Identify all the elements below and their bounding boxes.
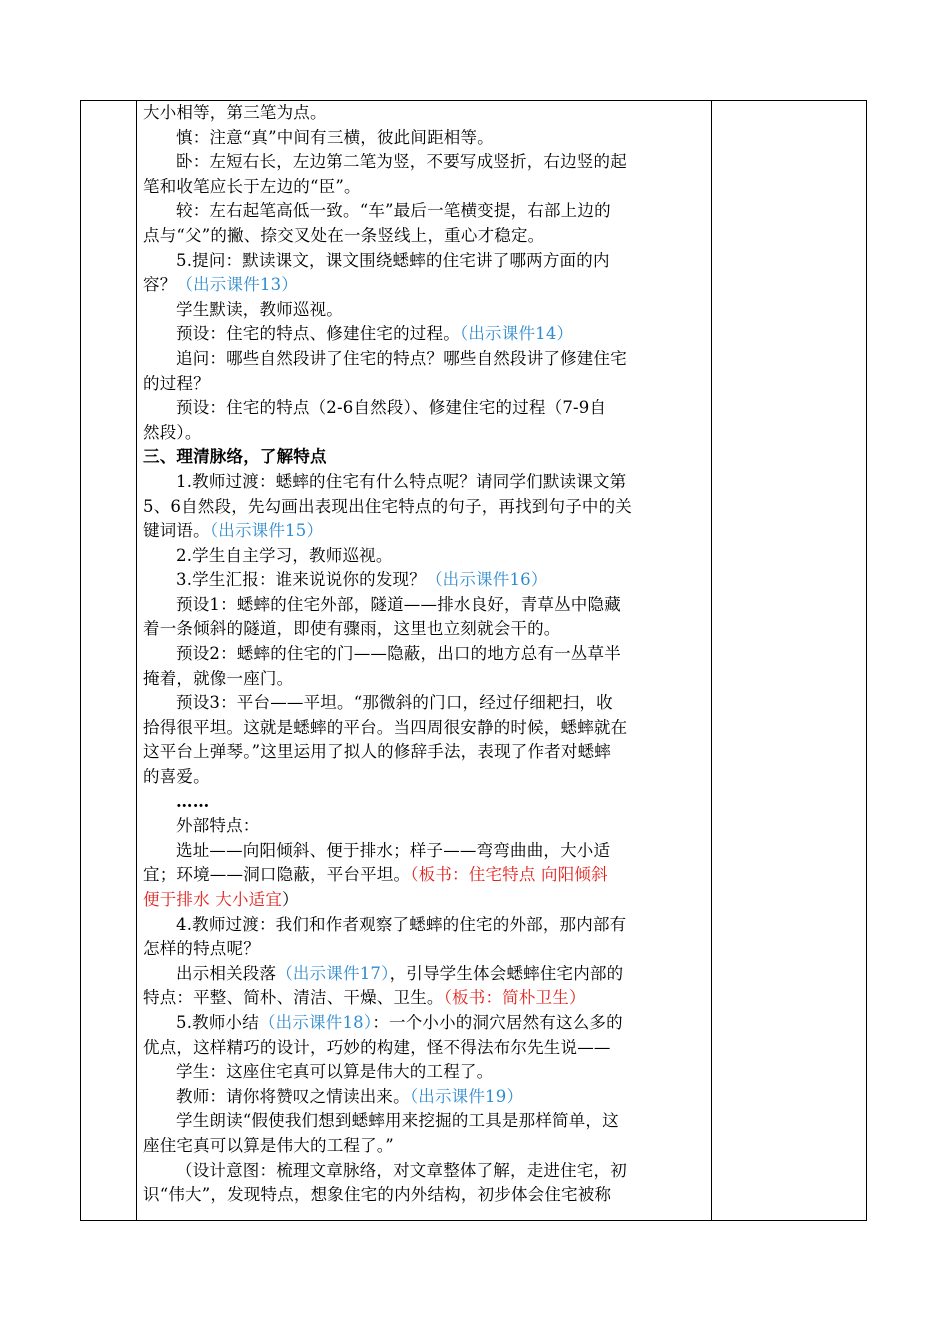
text-segment: 预设1：蟋蟀的住宅外部，隧道——排水良好，青草丛中隐藏 xyxy=(176,594,621,614)
courseware-reference: （出示课件16） xyxy=(425,570,548,590)
text-line xyxy=(143,593,709,618)
text-segment: 3.学生汇报：谁来说说你的发现？ xyxy=(176,570,426,590)
text-segment: 预设：住宅的特点、修建住宅的过程。 xyxy=(176,324,460,344)
text-line xyxy=(143,691,709,716)
text-segment: （设计意图：梳理文章脉络，对文章整体了解，走进住宅，初 xyxy=(176,1160,627,1180)
courseware-reference: （出示课件15） xyxy=(209,521,324,541)
text-line xyxy=(143,101,709,126)
text-line xyxy=(143,1011,709,1036)
text-line xyxy=(143,913,709,938)
text-line xyxy=(143,322,709,347)
text-line xyxy=(143,863,709,888)
text-segment: 优点，这样精巧的设计，巧妙的构建，怪不得法布尔先生说—— xyxy=(143,1037,611,1057)
text-segment: 外部特点： xyxy=(176,816,260,836)
text-segment: 拾得很平坦。这就是蟋蟀的平台。当四周很安静的时候，蟋蟀就在 xyxy=(143,717,628,737)
text-segment: 教师：请你将赞叹之情读出来。 xyxy=(176,1086,410,1106)
lesson-plan-table xyxy=(80,100,867,1221)
text-segment: 容？ xyxy=(143,275,177,295)
text-segment: 大小相等，第三笔为点。 xyxy=(143,103,327,122)
text-segment: 这平台上弹琴。”这里运用了拟人的修辞手法，表现了作者对蟋蟀 xyxy=(143,742,611,762)
text-line xyxy=(143,937,709,962)
column-divider-right xyxy=(711,101,712,1220)
text-line xyxy=(143,1159,709,1184)
text-line xyxy=(143,421,709,446)
courseware-reference: （出示课件17） xyxy=(276,963,390,983)
text-line xyxy=(143,642,709,667)
text-segment: 特点：平整、简朴、清洁、干燥、卫生。 xyxy=(143,988,444,1008)
text-segment: ：一个小小的洞穴居然有这么多的 xyxy=(372,1012,623,1032)
text-segment: 键词语。 xyxy=(143,521,210,541)
text-segment: 追问：哪些自然段讲了住宅的特点？哪些自然段讲了修建住宅 xyxy=(176,348,627,368)
text-segment: 较：左右起笔高低一致。“车”最后一笔横变提，右部上边的 xyxy=(176,201,611,221)
text-segment: ，引导学生体会蟋蟀住宅内部的 xyxy=(389,963,624,983)
blackboard-note: 便于排水 大小适宜 xyxy=(143,890,283,909)
text-line xyxy=(143,495,709,520)
text-segment: 选址——向阳倾斜、便于排水；样子——弯弯曲曲，大小适 xyxy=(176,840,611,860)
blackboard-note: （板书：简朴卫生） xyxy=(443,988,586,1008)
column-divider-left xyxy=(136,101,137,1220)
text-segment: 出示相关段落 xyxy=(176,963,277,983)
text-line xyxy=(143,1183,709,1208)
text-line xyxy=(143,1134,709,1159)
text-line xyxy=(143,347,709,372)
text-line xyxy=(143,765,709,790)
text-line xyxy=(143,814,709,839)
text-line xyxy=(143,544,709,569)
section-heading-line xyxy=(143,445,709,470)
text-segment: 2.学生自主学习，教师巡视。 xyxy=(176,545,393,565)
text-segment: 笔和收笔应长于左边的“臣”。 xyxy=(143,176,361,196)
text-line xyxy=(143,568,709,593)
text-segment: 识“伟大”，发现特点，想象住宅的内外结构，初步体会住宅被称 xyxy=(143,1185,612,1205)
text-line xyxy=(143,962,709,987)
text-segment: 怎样的特点呢？ xyxy=(143,939,260,959)
text-segment: 学生默读，教师巡视。 xyxy=(176,299,343,319)
text-line xyxy=(143,249,709,274)
text-line xyxy=(143,372,709,397)
text-segment: 5.提问：默读课文，课文围绕蟋蟀的住宅讲了哪两方面的内 xyxy=(176,250,610,270)
text-line xyxy=(143,150,709,175)
text-line xyxy=(143,224,709,249)
text-line xyxy=(143,617,709,642)
courseware-reference: （出示课件13） xyxy=(176,275,299,295)
text-segment: 5、6自然段，先勾画出表现出住宅特点的句子，再找到句子中的关 xyxy=(143,496,632,516)
text-line xyxy=(143,888,709,913)
courseware-reference: （出示课件14） xyxy=(459,324,574,344)
text-segment: 三、理清脉络，了解特点 xyxy=(143,447,327,467)
text-segment: 卧：左短右长，左边第二笔为竖，不要写成竖折，右边竖的起 xyxy=(176,152,627,172)
section-heading-line xyxy=(143,790,709,815)
text-segment: 慎：注意“真”中间有三横，彼此间距相等。 xyxy=(176,127,494,147)
text-line xyxy=(143,298,709,323)
text-line xyxy=(143,1109,709,1134)
text-segment: 5.教师小结 xyxy=(176,1012,259,1032)
text-segment: 点与“父”的撇、捺交叉处在一条竖线上，重心才稳定。 xyxy=(143,225,545,245)
text-line xyxy=(143,1060,709,1085)
text-line xyxy=(143,1085,709,1110)
text-line xyxy=(143,1036,709,1061)
text-line xyxy=(143,839,709,864)
text-line xyxy=(143,986,709,1011)
text-line xyxy=(143,175,709,200)
text-segment: 着一条倾斜的隧道，即使有骤雨，这里也立刻就会干的。 xyxy=(143,619,561,639)
text-segment: 4.教师过渡：我们和作者观察了蟋蟀的住宅的外部，那内部有 xyxy=(176,914,627,934)
text-segment: ） xyxy=(282,890,299,909)
text-line xyxy=(143,396,709,421)
text-line xyxy=(143,273,709,298)
blackboard-note: （板书：住宅特点 向阳倾斜 xyxy=(410,865,608,885)
text-line xyxy=(143,199,709,224)
text-segment: 的喜爱。 xyxy=(143,767,210,787)
text-segment: 预设：住宅的特点（2-6自然段）、修建住宅的过程（7-9自 xyxy=(176,398,607,418)
text-line xyxy=(143,519,709,544)
text-segment: …… xyxy=(176,791,210,811)
text-line xyxy=(143,470,709,495)
text-line xyxy=(143,667,709,692)
courseware-reference: （出示课件18） xyxy=(258,1012,373,1032)
text-line xyxy=(143,716,709,741)
text-line xyxy=(143,126,709,151)
text-segment: 预设2：蟋蟀的住宅的门——隐蔽，出口的地方总有一丛草半 xyxy=(176,644,621,664)
text-segment: 座住宅真可以算是伟大的工程了。” xyxy=(143,1135,394,1155)
text-segment: 学生：这座住宅真可以算是伟大的工程了。 xyxy=(176,1062,494,1082)
lesson-content-cell xyxy=(143,101,709,1208)
courseware-reference: （出示课件19） xyxy=(409,1086,524,1106)
text-segment: 宜；环境——洞口隐蔽，平台平坦。 xyxy=(143,865,411,885)
text-segment: 然段）。 xyxy=(143,422,202,442)
text-segment: 掩着，就像一座门。 xyxy=(143,668,294,688)
text-segment: 预设3：平台——平坦。“那微斜的门口，经过仔细耙扫，收 xyxy=(176,693,613,713)
text-segment: 学生朗读“假使我们想到蟋蟀用来挖掘的工具是那样简单，这 xyxy=(176,1111,619,1131)
text-line xyxy=(143,740,709,765)
text-segment: 1.教师过渡：蟋蟀的住宅有什么特点呢？请同学们默读课文第 xyxy=(176,471,627,491)
text-segment: 的过程？ xyxy=(143,373,210,393)
